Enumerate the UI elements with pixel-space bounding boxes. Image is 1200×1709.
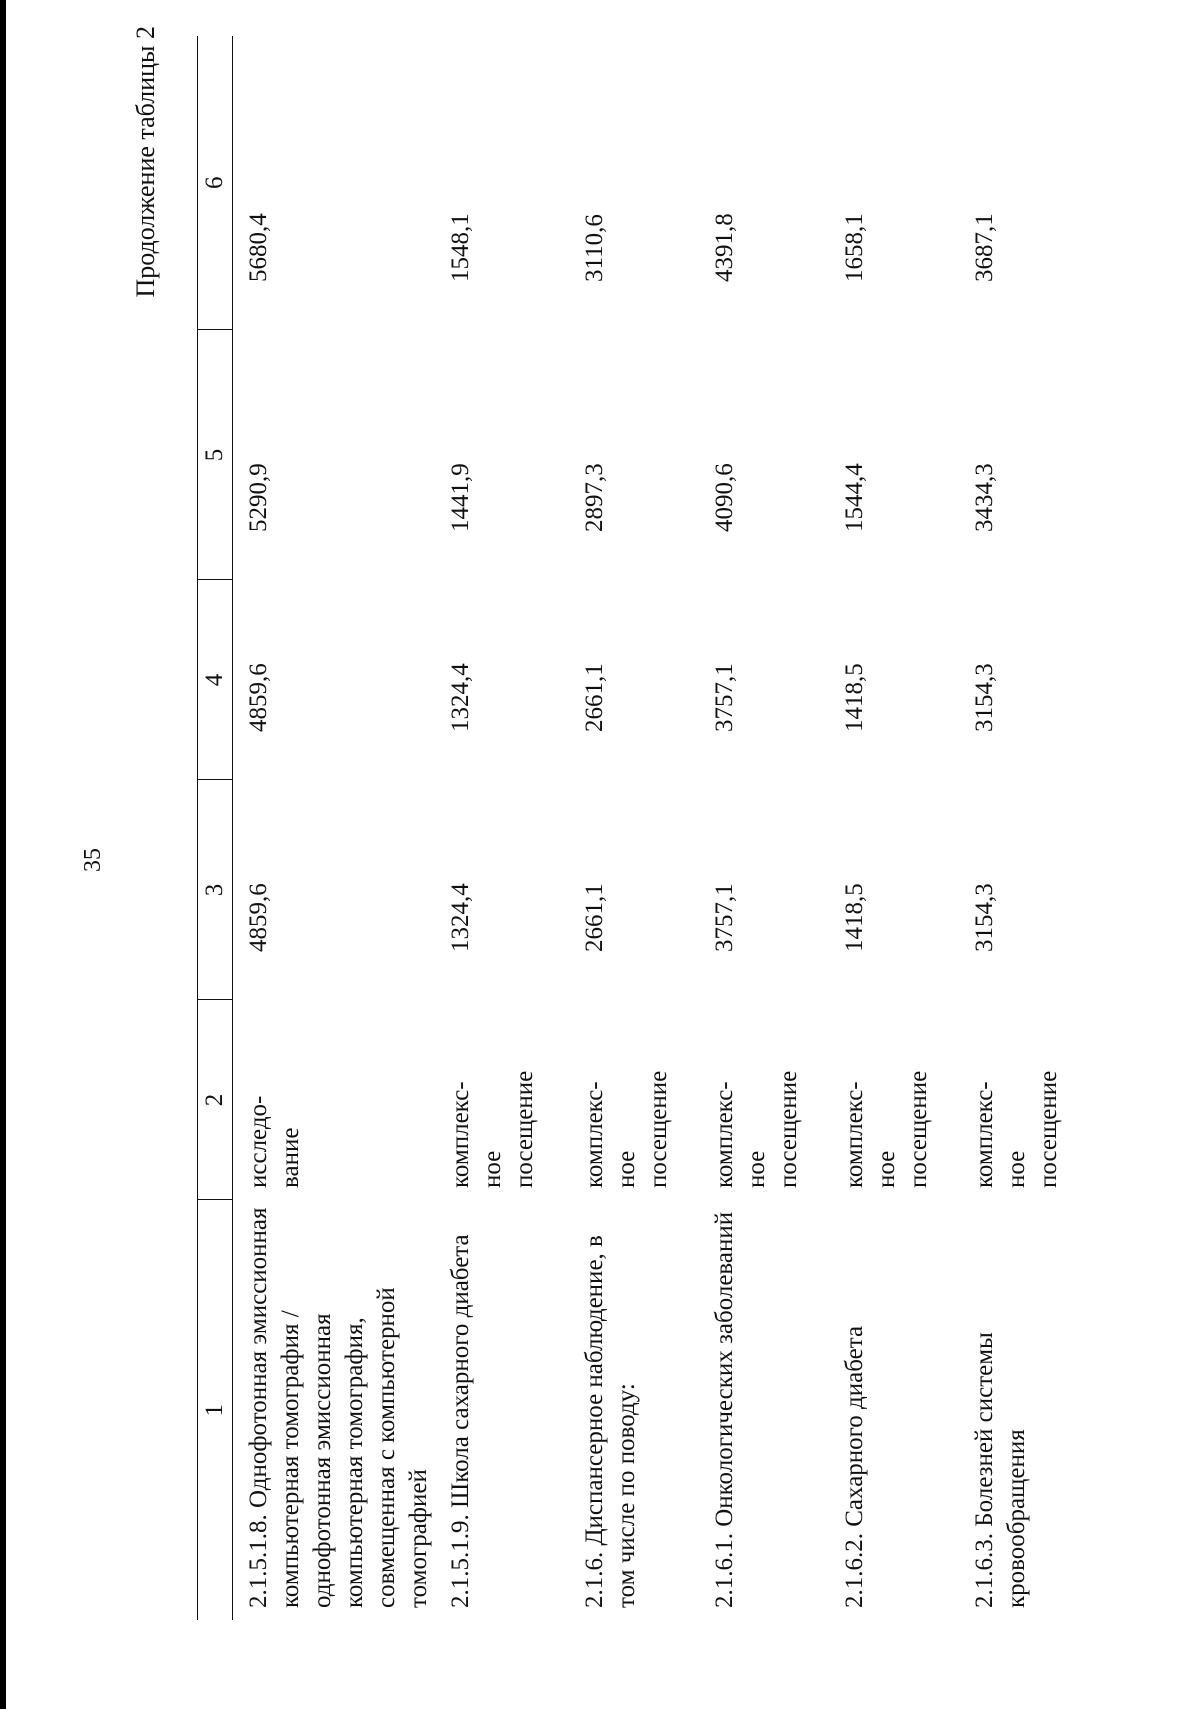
value-col6: 3110,6 <box>581 214 608 282</box>
unit-line: ное <box>1003 1150 1030 1188</box>
table-row <box>959 36 1089 1620</box>
unit-line: ное <box>479 1150 506 1188</box>
row-unit <box>569 1000 699 1200</box>
table-row <box>569 36 699 1620</box>
value-col6: 1658,1 <box>841 213 868 282</box>
value-col3: 3757,1 <box>711 883 738 952</box>
row-name: 2.1.6.2. Сахарного диабета <box>841 1325 868 1608</box>
value-col4: 3757,1 <box>711 663 738 732</box>
value-col4: 1324,4 <box>447 663 474 732</box>
table-row <box>699 36 829 1620</box>
unit-line: посещение <box>511 1070 538 1188</box>
unit-line: ное <box>613 1150 640 1188</box>
value-col3: 1324,4 <box>447 883 474 952</box>
unit-line: комплекс- <box>841 1081 868 1188</box>
row-unit <box>233 1000 436 1200</box>
table-row <box>829 36 959 1620</box>
unit-line: комплекс- <box>581 1081 608 1188</box>
value-col3: 4859,6 <box>245 883 272 952</box>
unit-line: комплекс- <box>447 1081 474 1188</box>
value-col5: 4090,6 <box>711 463 738 532</box>
row-unit <box>699 1000 829 1200</box>
value-col6: 1548,1 <box>447 213 474 282</box>
column-header: 6 <box>198 36 233 330</box>
unit-line: вание <box>277 1127 304 1188</box>
value-col5: 3434,3 <box>971 463 998 532</box>
unit-line: комплекс- <box>711 1081 738 1188</box>
row-unit <box>829 1000 959 1200</box>
row-name: 2.1.5.1.9. Школа сахарного диабета <box>447 1234 474 1608</box>
row-name: 2.1.6.1. Онкологических заболеваний <box>711 1211 738 1608</box>
value-col4: 2661,1 <box>581 663 608 732</box>
value-col4: 1418,5 <box>841 663 868 732</box>
unit-line: ное <box>743 1150 770 1188</box>
unit-line: комплекс- <box>971 1081 998 1188</box>
value-col3: 1418,5 <box>841 883 868 952</box>
page-number: 35 <box>80 848 106 872</box>
document-page <box>6 0 1200 1709</box>
value-col3: 2661,1 <box>581 883 608 952</box>
column-header: 4 <box>198 580 233 780</box>
value-col5: 2897,3 <box>581 463 608 532</box>
table-row <box>435 36 569 1620</box>
value-col4: 3154,3 <box>971 663 998 732</box>
data-table <box>197 36 1089 1620</box>
value-col6: 3687,1 <box>971 213 998 282</box>
unit-line: исследо- <box>245 1095 272 1188</box>
rotated-table-block <box>131 0 1177 1620</box>
value-col4: 4859,6 <box>245 663 272 732</box>
value-col6: 4391,8 <box>711 213 738 282</box>
column-header: 1 <box>198 1200 233 1620</box>
unit-line: посещение <box>1035 1070 1062 1188</box>
value-col3: 3154,3 <box>971 883 998 952</box>
unit-line: посещение <box>775 1070 802 1188</box>
value-col5: 1441,9 <box>447 463 474 532</box>
row-name: 2.1.6. Диспансерное наблюдение, в том числе по поводу: <box>581 1235 640 1608</box>
row-unit <box>435 1000 569 1200</box>
value-col5: 5290,9 <box>245 463 272 532</box>
unit-line: посещение <box>645 1070 672 1188</box>
value-col6: 5680,4 <box>245 213 272 282</box>
value-col5: 1544,4 <box>841 463 868 532</box>
column-header: 5 <box>198 330 233 580</box>
table-caption: Продолжение таблицы 2 <box>131 26 160 298</box>
header-row <box>198 36 233 1620</box>
row-name: 2.1.6.3. Болезней системы кровообращения <box>971 1332 1030 1608</box>
row-unit <box>959 1000 1089 1200</box>
column-header: 2 <box>198 1000 233 1200</box>
column-header: 3 <box>198 780 233 1000</box>
unit-line: посещение <box>905 1070 932 1188</box>
table-row <box>233 36 436 1620</box>
unit-line: ное <box>873 1150 900 1188</box>
row-name: 2.1.5.1.8. Однофотонная эмиссионная компьютерная томография / однофотонная эмиссионная компьютерная томография, совмещенная с компьютерной томографией <box>245 1207 432 1608</box>
